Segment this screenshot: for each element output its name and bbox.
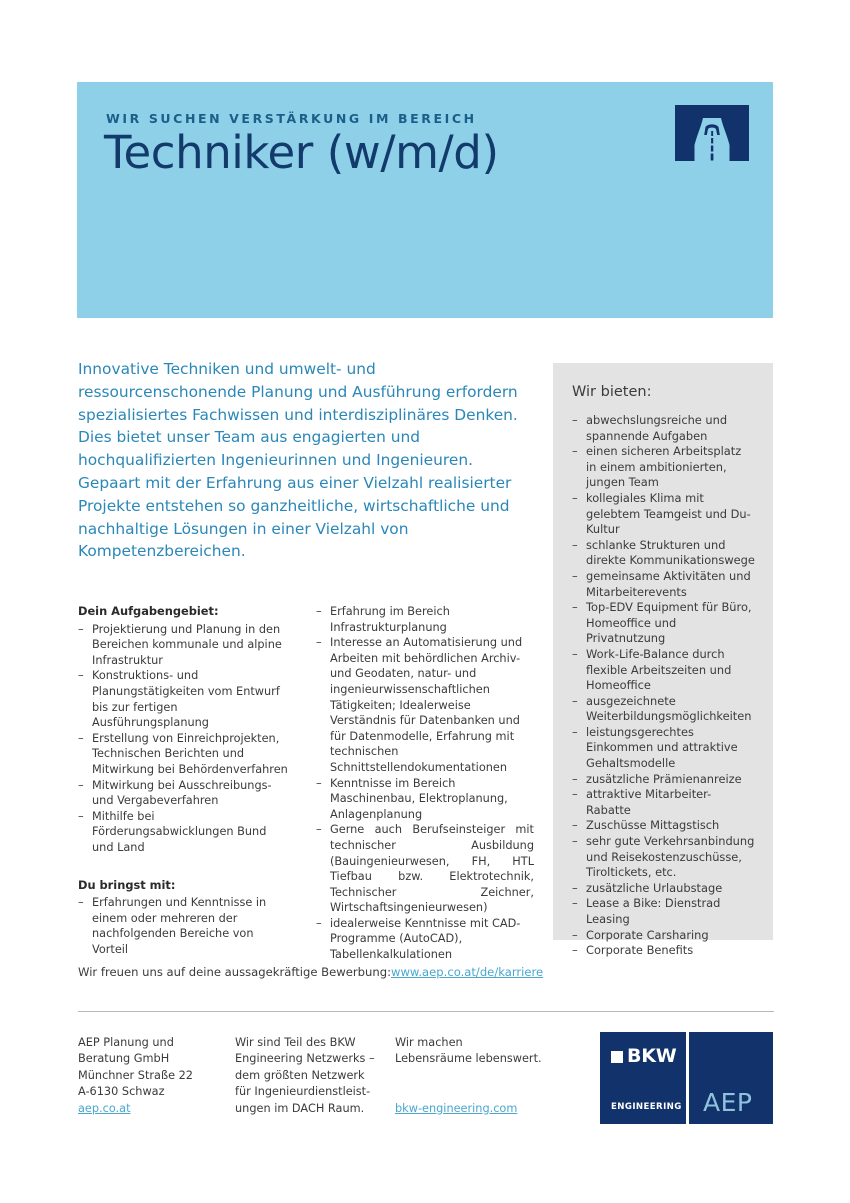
header-banner bbox=[77, 82, 773, 318]
bkw-engineering-link[interactable]: bkw-engineering.com bbox=[395, 1101, 518, 1115]
requirements-column bbox=[316, 604, 534, 963]
bridge-road-logo-icon bbox=[675, 105, 749, 161]
intro-paragraph bbox=[78, 358, 538, 563]
apply-text: Wir freuen uns auf deine aussagekräftige Bewerbung: bbox=[78, 965, 391, 979]
benefits-title: Wir bieten: bbox=[572, 384, 652, 400]
banner-eyebrow: WIR SUCHEN VERSTÄRKUNG IM BEREICH bbox=[106, 111, 477, 126]
tasks-title: Dein Aufgabengebiet: bbox=[78, 604, 219, 618]
claim-line-1: Wir machen bbox=[395, 1036, 463, 1049]
list-item: – abwechslungsreiche und spannende Aufgaben bbox=[572, 413, 755, 444]
tasks-column bbox=[78, 604, 288, 957]
careers-link[interactable]: www.aep.co.at/de/karriere bbox=[390, 965, 544, 979]
list-item: – Interesse an Automatisierung und Arbeiten mit behördlichen Archiv- und Geodaten, natur- und ingenieurwissenschaftlichen Tätigkeiten; Idealerweise Verständnis für Datenbanken und für Datenmodelle, Erfahrung mit technischen Schnittstellendokumentationen bbox=[316, 635, 534, 775]
list-item: – schlanke Strukturen und direkte Kommunikationswege bbox=[572, 538, 755, 569]
list-item: – Erstellung von Einreichprojekten, Technischen Berichten und Mitwirkung bei Behördenverfahren bbox=[78, 731, 288, 778]
network-line-5: ungen im DACH Raum. bbox=[235, 1101, 365, 1115]
list-item: – Projektierung und Planung in den Bereichen kommunale und alpine Infrastruktur bbox=[78, 622, 288, 669]
list-item: – Erfahrung im Bereich Infrastrukturplanung bbox=[316, 604, 534, 635]
list-item: – Kenntnisse im Bereich Maschinenbau, Elektroplanung, Anlagenplanung bbox=[316, 776, 534, 823]
claim-spacer-2 bbox=[395, 1084, 555, 1100]
list-item: – sehr gute Verkehrsanbindung und Reisekostenzuschüsse, Tiroltickets, etc. bbox=[572, 834, 755, 881]
footer-claim-block bbox=[395, 1035, 555, 1117]
network-line-3: dem größten Netzwerk bbox=[235, 1068, 365, 1082]
list-item: – gemeinsame Aktivitäten und Mitarbeiterevents bbox=[572, 569, 755, 600]
list-item: – attraktive Mitarbeiter-Rabatte bbox=[572, 787, 755, 818]
footer-logo-group bbox=[600, 1032, 773, 1124]
bkw-mark bbox=[611, 1047, 677, 1066]
network-line-4: für Ingenieurdienstleist- bbox=[235, 1085, 371, 1099]
list-item: – Mitwirkung bei Ausschreibungs- und Vergabeverfahren bbox=[78, 778, 288, 809]
list-item: – Mithilfe bei Förderungsabwicklungen Bund und Land bbox=[78, 809, 288, 856]
claim-spacer bbox=[395, 1068, 555, 1084]
list-item: – Zuschüsse Mittagstisch bbox=[572, 818, 755, 834]
list-item: – Gerne auch Berufseinsteiger mit technischer Ausbildung (Bauingenieurwesen, FH, HTL Tiefbau bzw. Elektrotechnik, Technischer Zeichner, Wirtschaftsingenieurwesen) bbox=[316, 822, 534, 916]
list-item: – Top-EDV Equipment für Büro, Homeoffice und Privatnutzung bbox=[572, 600, 755, 647]
list-item: – Work-Life-Balance durch flexible Arbeitszeiten und Homeoffice bbox=[572, 647, 755, 694]
aep-logo bbox=[689, 1032, 773, 1124]
company-line-3: Münchner Straße 22 bbox=[78, 1068, 193, 1082]
network-line-1: Wir sind Teil des BKW bbox=[235, 1036, 356, 1049]
company-line-2: Beratung GmbH bbox=[78, 1052, 170, 1066]
company-website-link[interactable]: aep.co.at bbox=[78, 1101, 131, 1115]
list-item: – ausgezeichnete Weiterbildungsmöglichkeiten bbox=[572, 694, 755, 725]
requirements-list bbox=[316, 604, 534, 963]
list-item: – leistungsgerechtes Einkommen und attraktive Gehaltsmodelle bbox=[572, 725, 755, 772]
list-item: – Corporate Benefits bbox=[572, 943, 755, 959]
aep-wordmark: AEP bbox=[703, 1088, 753, 1117]
list-item: – zusätzliche Prämienanreize bbox=[572, 772, 755, 788]
bkw-engineering-label: ENGINEERING bbox=[611, 1102, 682, 1112]
list-item: – einen sicheren Arbeitsplatz in einem ambitionierten, jungen Team bbox=[572, 444, 755, 491]
bkw-logo bbox=[600, 1032, 686, 1124]
company-line-4: A-6130 Schwaz bbox=[78, 1085, 165, 1099]
list-item: – kollegiales Klima mit gelebtem Teamgeist und Du-Kultur bbox=[572, 491, 755, 538]
list-item: – Konstruktions- und Planungstätigkeiten vom Entwurf bis zur fertigen Ausführungsplanung bbox=[78, 668, 288, 730]
page-title: Techniker (w/m/d) bbox=[104, 126, 499, 179]
apply-line bbox=[78, 964, 543, 980]
benefits-list bbox=[572, 413, 755, 959]
network-line-2: Engineering Netzwerks – bbox=[235, 1052, 375, 1066]
bkw-wordmark: BKW bbox=[627, 1045, 677, 1067]
footer-divider bbox=[78, 1011, 774, 1012]
footer-company-block bbox=[78, 1035, 228, 1117]
footer-network-block bbox=[235, 1035, 390, 1117]
profile-list bbox=[78, 895, 288, 957]
claim-line-2: Lebensräume lebenswert. bbox=[395, 1052, 542, 1066]
list-item: – zusätzliche Urlaubstage bbox=[572, 881, 755, 897]
column-spacer bbox=[78, 856, 288, 878]
bkw-square-icon bbox=[611, 1051, 623, 1063]
list-item: – Corporate Carsharing bbox=[572, 928, 755, 944]
intro-text: Innovative Techniken und umwelt- und ressourcenschonende Planung und Ausführung erfordern spezialisiertes Fachwissen und interdisziplinäres Denken. Dies bietet unser Team aus engagierten und hochqualifizierten Ingenieurinnen und Ingenieuren. Gepaart mit der Erfahrung aus einer Vielzahl realisierter Projekte entstehen so ganzheitliche, wirtschaftliche und nachhaltige Lösungen in einer Vielzahl von Kompetenzbereichen. bbox=[78, 360, 518, 561]
benefits-panel bbox=[553, 363, 773, 958]
list-item: – Erfahrungen und Kenntnisse in einem oder mehreren der nachfolgenden Bereiche von Vorteil bbox=[78, 895, 288, 957]
list-item: – idealerweise Kenntnisse mit CAD-Programme (AutoCAD), Tabellenkalkulationen bbox=[316, 916, 534, 963]
list-item: – Lease a Bike: Dienstrad Leasing bbox=[572, 896, 755, 927]
company-line-1: AEP Planung und bbox=[78, 1036, 174, 1049]
tasks-list bbox=[78, 622, 288, 856]
profile-title: Du bringst mit: bbox=[78, 877, 176, 892]
